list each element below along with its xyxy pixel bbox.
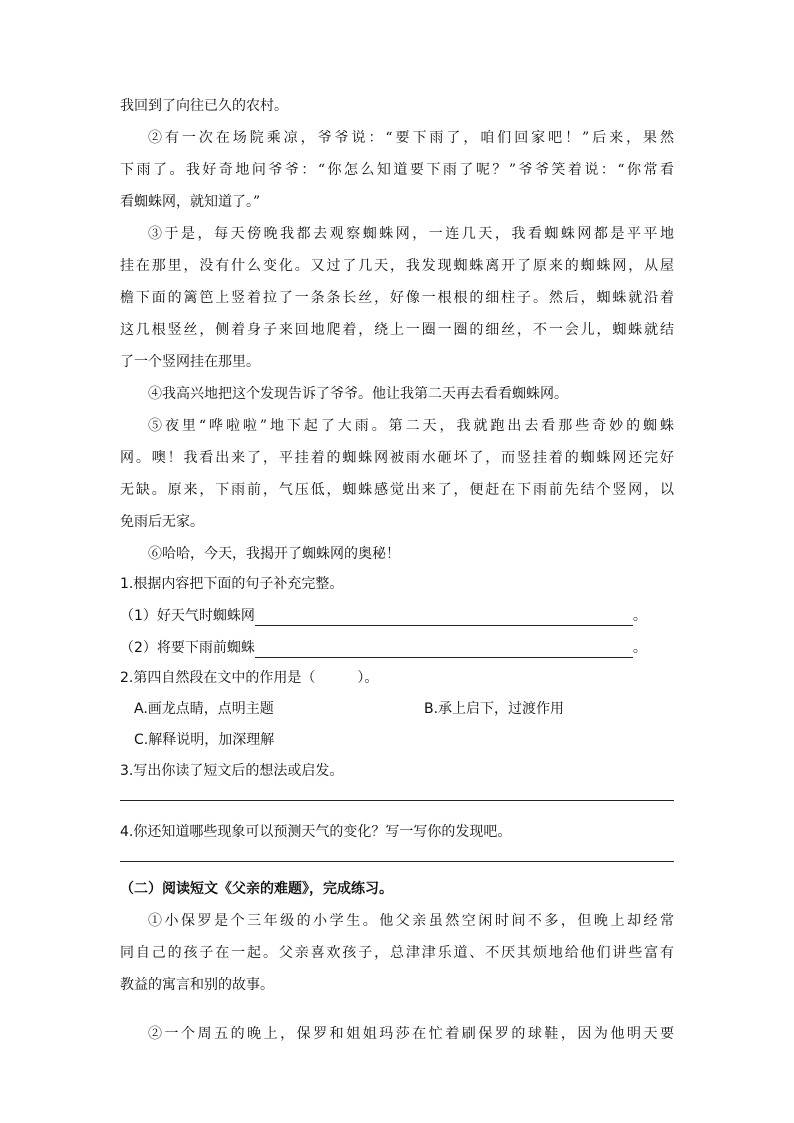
passage-line: ②一个周五的晚上，保罗和姐姐玛莎在忙着刷保罗的球鞋，因为他明天要	[148, 1026, 674, 1042]
option-a[interactable]: A.画龙点睛，点明主题	[134, 701, 274, 717]
option-b[interactable]: B.承上启下，过渡作用	[424, 701, 565, 717]
question-1-2	[120, 638, 647, 658]
question-1-2-suffix: 。	[632, 640, 647, 656]
question-1-1-suffix: 。	[632, 608, 647, 624]
passage-line: 挂在那里，没有什么变化。又过了几天，我发现蜘蛛离开了原来的蜘蛛网，从屋	[120, 258, 674, 274]
question-4: 4.你还知道哪些现象可以预测天气的变化？写一写你的发现吧。	[120, 824, 512, 840]
question-1-2-prefix: （2）将要下雨前蜘蛛	[120, 640, 255, 656]
passage-line: 我回到了向往已久的农村。	[120, 98, 288, 114]
passage-line: 这几根竖丝，侧着身子来回地爬着，绕上一圈一圈的细丝，不一会儿，蜘蛛就结	[120, 322, 674, 338]
passage-line: 免雨后无家。	[120, 514, 204, 530]
passage-line: 看蜘蛛网，就知道了。”	[120, 194, 261, 210]
passage-line: 檐下面的篱笆上竖着拉了一条条长丝，好像一根根的细柱子。然后，蜘蛛就沿着	[120, 290, 674, 306]
question-3: 3.写出你读了短文后的想法或启发。	[120, 763, 344, 779]
passage-line: ⑥哈哈，今天，我揭开了蜘蛛网的奥秘！	[148, 546, 400, 562]
question-1-1-prefix: （1）好天气时蜘蛛网	[120, 608, 255, 624]
passage-line: ①小保罗是个三年级的小学生。他父亲虽然空闲时间不多，但晚上却经常	[148, 913, 674, 929]
passage-line: 教益的寓言和别的故事。	[120, 977, 274, 993]
passage-line: ⑤夜里“哗啦啦”地下起了大雨。第二天，我就跑出去看那些奇妙的蜘蛛	[148, 418, 674, 434]
answer-line-4[interactable]	[120, 861, 674, 862]
passage-line: 网。噢！我看出来了，平挂着的蜘蛛网被雨水砸坏了，而竖挂着的蜘蛛网还完好	[120, 450, 674, 466]
passage-line: 同自己的孩子在一起。父亲喜欢孩子，总津津乐道、不厌其烦地给他们讲些富有	[120, 945, 674, 961]
passage-line: 下雨了。我好奇地问爷爷：“你怎么知道要下雨了呢？”爷爷笑着说：“你常看	[120, 162, 674, 178]
answer-blank-1-2[interactable]	[255, 643, 633, 658]
answer-blank-1-1[interactable]	[255, 611, 633, 626]
passage-line: ②有一次在场院乘凉，爷爷说：“要下雨了，咱们回家吧！”后来，果然	[148, 130, 674, 146]
passage-line: ③于是，每天傍晚我都去观察蜘蛛网，一连几天，我看蜘蛛网都是平平地	[148, 226, 674, 242]
section-heading: （二）阅读短文《父亲的难题》，完成练习。	[120, 881, 393, 897]
question-2: 2.第四自然段在文中的作用是（ ）。	[120, 670, 379, 686]
passage-line: 了一个竖网挂在那里。	[120, 354, 260, 370]
passage-line: 无缺。原来，下雨前，气压低，蜘蛛感觉出来了，便赶在下雨前先结个竖网，以	[120, 482, 674, 498]
answer-line-3[interactable]	[120, 800, 674, 801]
question-1: 1.根据内容把下面的句子补充完整。	[120, 576, 344, 592]
passage-line: ④我高兴地把这个发现告诉了爷爷。他让我第二天再去看看蜘蛛网。	[148, 386, 568, 402]
option-c[interactable]: C.解释说明，加深理解	[134, 732, 275, 748]
question-1-1	[120, 606, 647, 626]
